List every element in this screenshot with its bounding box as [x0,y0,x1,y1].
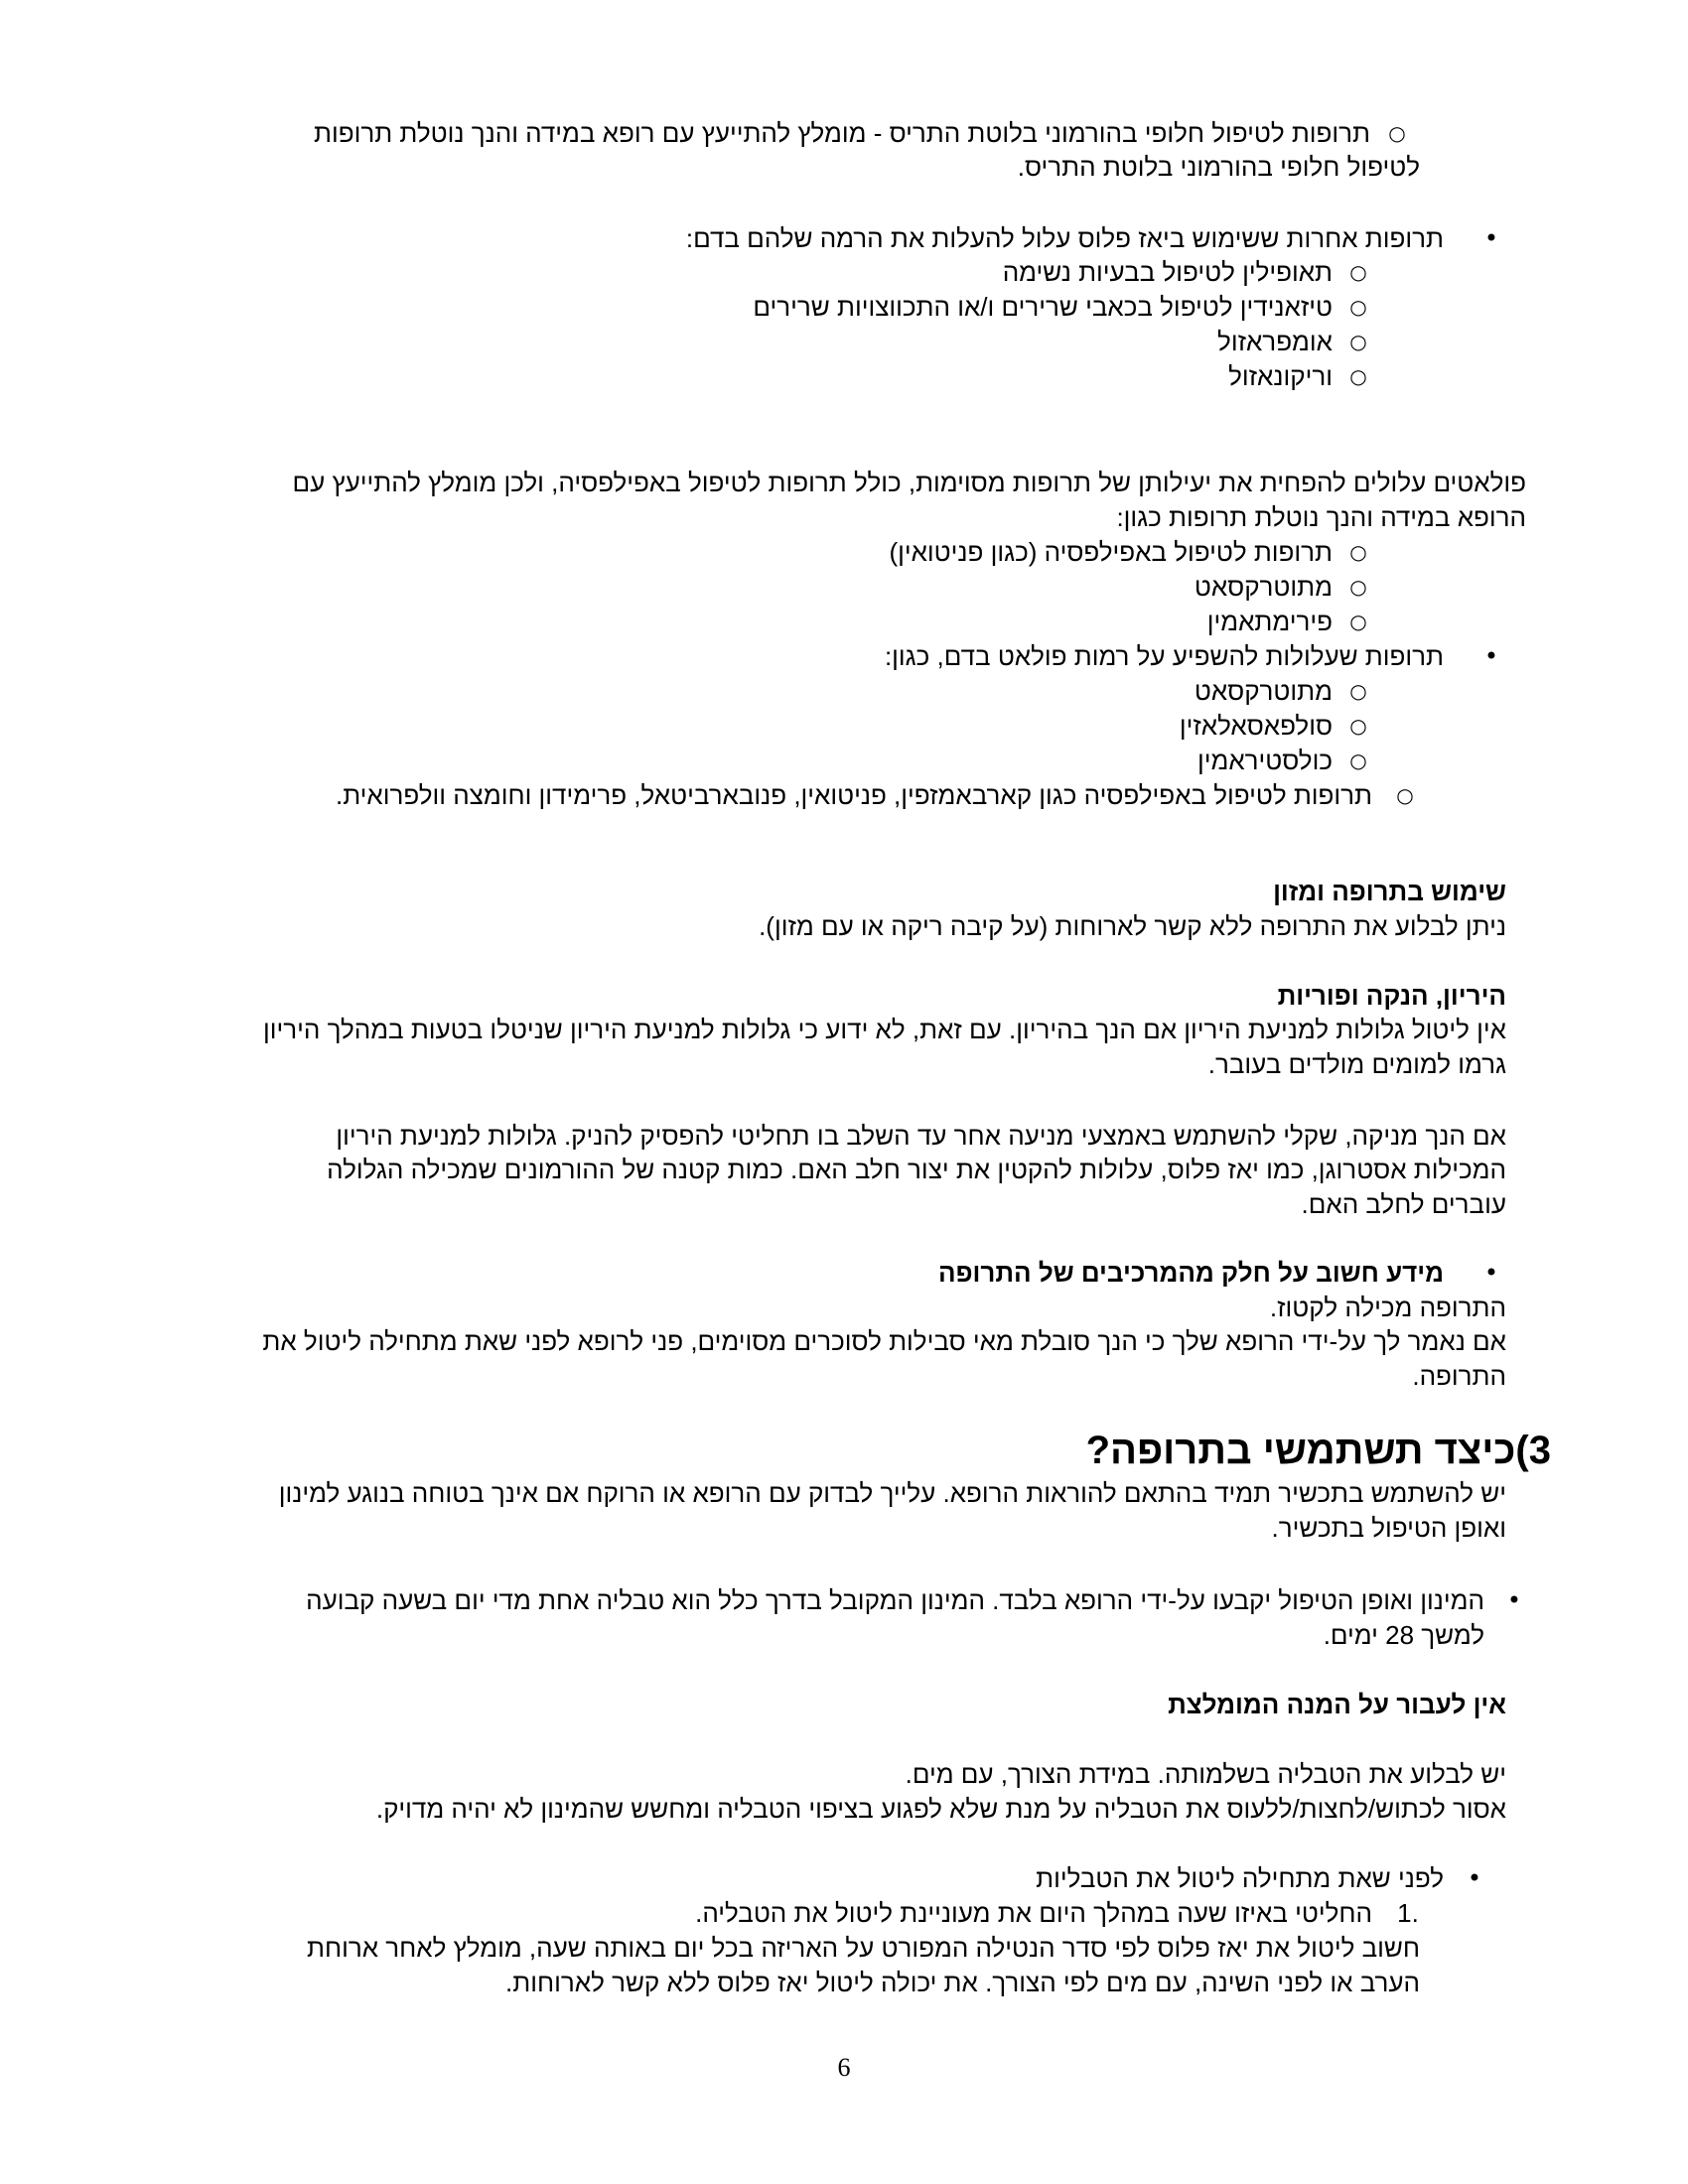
folate-affect-item: סולפאסאלאזין [1179,711,1333,741]
ingredients-line2: אם נאמר לך על-ידי הרופא שלך כי הנך סובלת מאי סבילות לסוכרים מסוימים, פני לרופא לפני שאת מתחילה ליטול את [262,1326,1506,1356]
circle-bullet-icon: ○ [1349,330,1367,353]
circle-bullet-icon: ○ [1349,260,1367,284]
folate-affect-intro: תרופות שעלולות להשפיע על רמות פולאט בדם, כגון: [884,641,1444,671]
section-heading: 3)כיצד תשתמשי בתרופה? [1085,1429,1551,1472]
circle-bullet-icon: ○ [1349,749,1367,772]
ingredients-line3: התרופה. [1412,1361,1506,1391]
ingredients-line1: התרופה מכילה לקטוז. [1269,1293,1506,1322]
folate-drug-item: מתוטרקסאט [1194,572,1333,602]
bullet-icon: • [1483,642,1499,670]
folate-drug-item: תרופות לטיפול באפילפסיה (כגון פניטואין) [889,537,1333,567]
pregnancy-p1-line1: אין ליטול גלולות למניעת היריון אם הנך בהיריון. עם זאת, לא ידוע כי גלולות למניעת היריון שניטלו בטעות במהלך היריון [262,1015,1506,1044]
raise-level-item: טיזאנידין לטיפול בכאבי שרירים ו/או התכווצויות שרירים [753,292,1333,322]
bullet-icon: • [1506,1586,1522,1614]
food-text: ניתן לבלוע את התרופה ללא קשר לארוחות (על קיבה ריקה או עם מזון). [759,911,1506,941]
raise-level-item: אומפראזול [1217,327,1333,356]
circle-bullet-icon: ○ [1349,679,1367,703]
dose-line1: המינון ואופן הטיפול יקבעו על-ידי הרופא בלבד. המינון המקובל בדרך כלל הוא טבליה אחת מדי יום בשעה קבועה [306,1585,1484,1615]
step-number: 1. [1397,1898,1419,1928]
food-title: שימוש בתרופה ומזון [1273,877,1506,906]
bullet-icon: • [1483,1259,1499,1287]
circle-bullet-icon: ○ [1349,610,1367,633]
circle-bullet-icon: ○ [1388,121,1406,145]
dose-line2: למשך 28 ימים. [1323,1620,1484,1650]
pregnancy-p2-line2: המכילות אסטרוגן, כמו יאז פלוס, עלולות להקטין את יצור חלב האם. כמות קטנה של ההורמונים שמכילה הגלולה [327,1155,1506,1184]
circle-bullet-icon: ○ [1349,575,1367,599]
pregnancy-title: היריון, הנקה ופוריות [1277,981,1506,1011]
circle-bullet-icon: ○ [1349,540,1367,564]
step1-line3: הערב או לפני השינה, עם מים לפי הצורך. את יכולה ליטול יאז פלוס ללא קשר לארוחות. [505,1968,1420,1997]
folate-intro-line2: הרופא במידה והנך נוטלת תרופות כגון: [1116,502,1526,532]
before-start: לפני שאת מתחילה ליטול את הטבליות [1036,1863,1444,1893]
raise-level-item: תאופילין לטיפול בבעיות נשימה [1002,257,1333,287]
step1-line2: חשוב ליטול את יאז פלוס לפי סדר הנטילה המפורט על האריזה בכל יום באותה שעה, מומלץ לאחר ארוחת [307,1933,1420,1963]
hormone-item-line1: תרופות לטיפול חלופי בהורמוני בלוטת התריס - מומלץ להתייעץ עם רופא במידה והנך נוטלת תרופות [314,118,1370,148]
swallow-line1: יש לבלוע את הטבליה בשלמותה. במידת הצורך, עם מים. [905,1759,1506,1789]
folate-affect-item: כולסטיראמין [1196,746,1333,775]
swallow-line2: אסור לכתוש/לחצות/ללעוס את הטבליה על מנת שלא לפגוע בציפוי הטבליה ומחשש שהמינון לא יהיה מדויק. [375,1794,1506,1824]
bullet-icon: • [1483,224,1499,252]
raise-level-item: וריקונאזול [1228,361,1333,391]
folate-drug-item: פירימתאמין [1206,607,1333,636]
how-to-use-line2: ואופן הטיפול בתכשיר. [1271,1513,1506,1543]
circle-bullet-icon: ○ [1349,364,1367,388]
how-to-use-line1: יש להשתמש בתכשיר תמיד בהתאם להוראות הרופא. עלייך לבדוק עם הרופא או הרוקח אם אינך בטוחה בנוגע למינון [278,1478,1506,1508]
circle-bullet-icon: ○ [1396,783,1414,807]
ingredients-title: מידע חשוב על חלק מהמרכיבים של התרופה [938,1258,1444,1288]
hormone-item-line2: לטיפול חלופי בהורמוני בלוטת התריס. [1017,152,1420,182]
bullet-icon: • [1467,1864,1482,1892]
step1-line1: החליטי באיזו שעה במהלך היום את מעוניינת ליטול את הטבליה. [695,1898,1372,1928]
page-number: 6 [837,2053,851,2082]
raise-level-intro: תרופות אחרות ששימוש ביאז פלוס עלול להעלות את הרמה שלהם בדם: [685,223,1444,253]
pregnancy-p1-line2: גרמו למומים מולדים בעובר. [1207,1049,1506,1079]
dose-warning: אין לעבור על המנה המומלצת [1168,1690,1506,1719]
pregnancy-p2-line1: אם הנך מניקה, שקלי להשתמש באמצעי מניעה אחר עד השלב בו תחליטי להפסיק להניק. גלולות למניעת היריון [336,1121,1506,1151]
circle-bullet-icon: ○ [1349,714,1367,738]
folate-intro-line1: פולאטים עלולים להפחית את יעילותן של תרופות מסוימות, כולל תרופות לטיפול באפילפסיה, ולכן מומלץ להתייעץ עם [292,468,1526,497]
folate-affect-item: מתוטרקסאט [1194,676,1333,706]
folate-affect-item: תרופות לטיפול באפילפסיה כגון קארבאמזפין, פניטואין, פנובארביטאל, פרימידון וחומצה וולפרואית. [335,780,1372,810]
pregnancy-p2-line3: עוברים לחלב האם. [1301,1189,1506,1219]
circle-bullet-icon: ○ [1349,295,1367,319]
